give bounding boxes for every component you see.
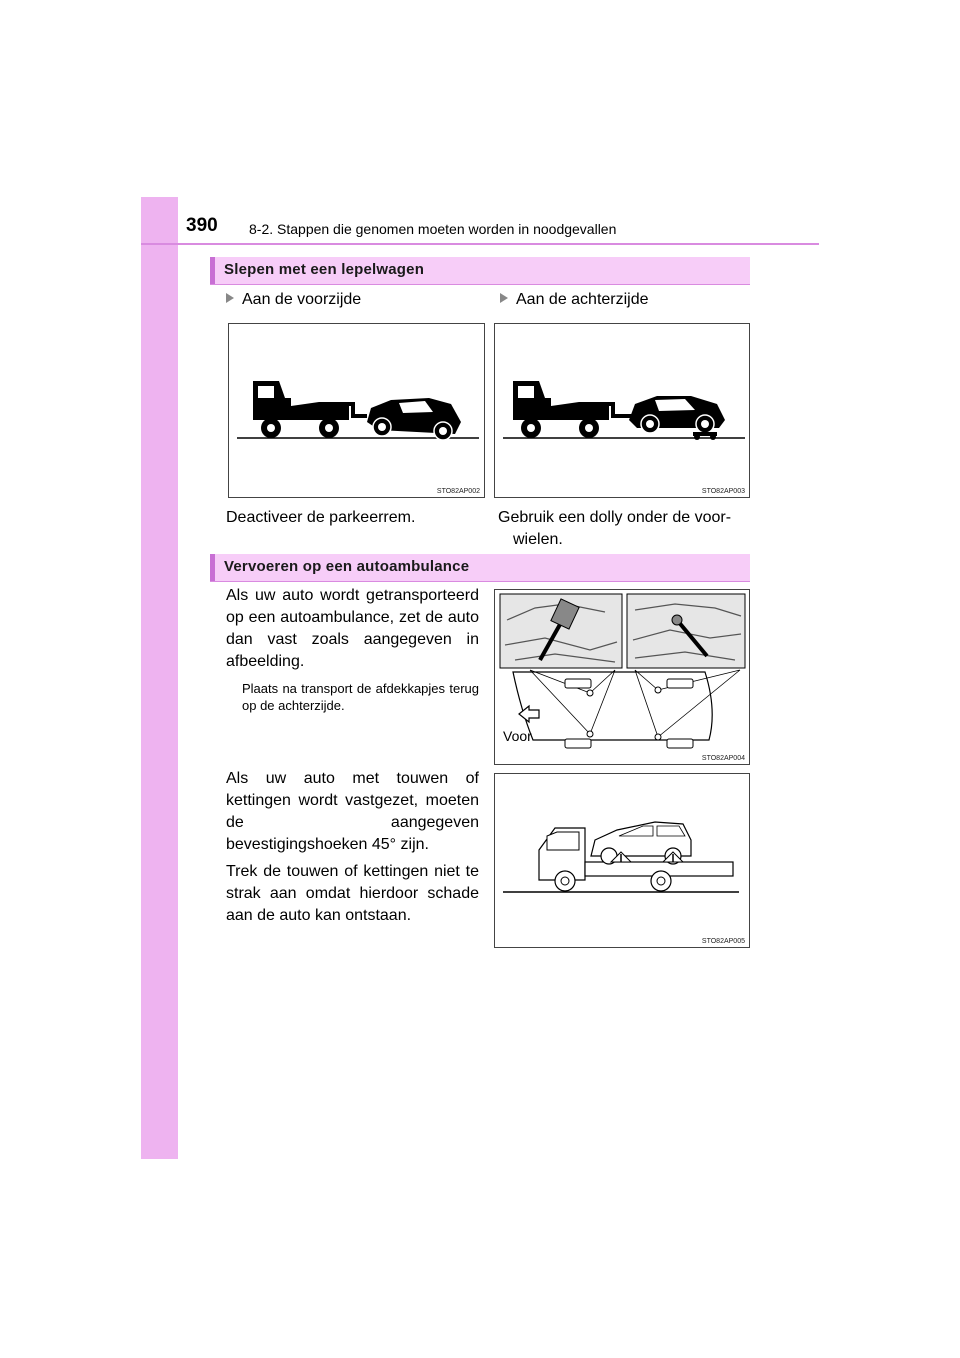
paragraph-angles: Als uw auto met touwen of kettingen wordt vastgezet, moeten de aangegeven bevestigingshoeken 45° zijn. <box>226 770 479 853</box>
section-heading-lepelwagen <box>210 257 750 285</box>
chapter-title: 8-2. Stappen die genomen moeten worden in noodgevallen <box>249 221 617 237</box>
figure-tie-down-points <box>494 589 750 765</box>
figure-tow-rear <box>494 323 750 498</box>
tow-truck-front-illustration <box>229 324 484 497</box>
figure-code: STO82AP005 <box>701 938 745 945</box>
tow-truck-rear-illustration <box>495 324 749 497</box>
figure-tow-front <box>228 323 485 498</box>
figure-car-carrier <box>494 773 750 948</box>
car-carrier-illustration <box>495 774 749 947</box>
caption-rear-line2: wielen. <box>513 531 563 548</box>
caption-front: Deactiveer de parkeerrem. <box>226 509 416 526</box>
note-afdekkapjes: Plaats na transport de afdekkapjes terug op de achterzijde. <box>242 681 479 713</box>
header-rule <box>141 243 819 245</box>
section-title: Slepen met een lepelwagen <box>224 261 425 278</box>
triangle-bullet-icon <box>500 293 508 303</box>
figure-code: STO82AP002 <box>436 488 480 495</box>
tie-down-illustration <box>495 590 749 764</box>
section-title: Vervoeren op een autoambulance <box>224 558 470 575</box>
figure-code: STO82AP004 <box>701 755 745 762</box>
triangle-bullet-icon <box>226 293 234 303</box>
page-number: 390 <box>186 215 218 236</box>
side-tab <box>141 197 178 1159</box>
caption-rear-line1: Gebruik een dolly onder de voor- <box>498 509 732 526</box>
subheading-front: Aan de voorzijde <box>226 291 361 309</box>
section-heading-autoambulance <box>210 554 750 582</box>
figure-code: STO82AP003 <box>701 488 745 495</box>
paragraph-transport: Als uw auto wordt getransporteerd op een autoambulance, zet de auto dan vast zoals aangegeven in afbeelding. <box>226 587 479 670</box>
subheading-rear: Aan de achterzijde <box>500 291 649 309</box>
paragraph-warning: Trek de touwen of kettingen niet te strak aan omdat hierdoor schade aan de auto kan ontstaan. <box>226 863 479 924</box>
label-voor: Voor <box>503 728 532 744</box>
